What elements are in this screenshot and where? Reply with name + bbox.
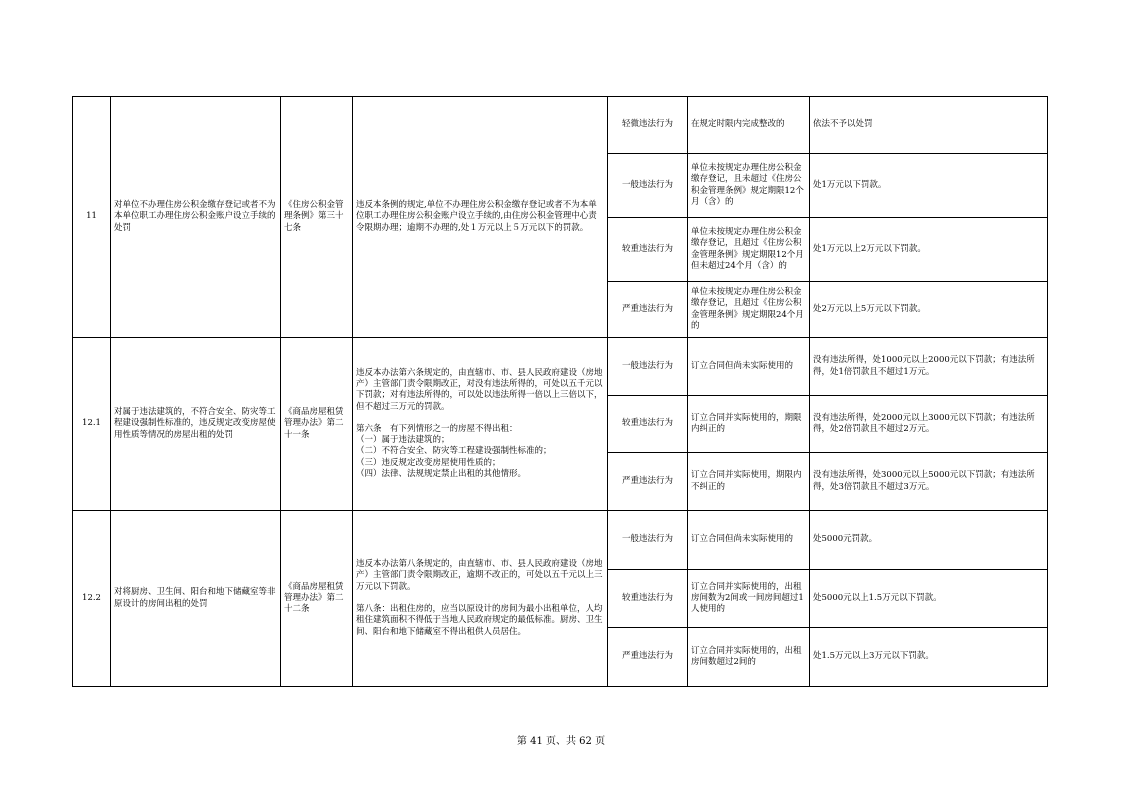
violation-category: 一般违法行为 <box>608 338 688 396</box>
violation-category: 一般违法行为 <box>608 511 688 570</box>
violation-circumstance: 订立合同并实际使用，期限内不纠正的 <box>688 453 810 511</box>
legal-basis: 《商品房屋租赁管理办法》第二十二条 <box>281 511 353 687</box>
item-number: 11 <box>73 97 111 338</box>
violation-category: 一般违法行为 <box>608 154 688 218</box>
violation-circumstance: 订立合同并实际使用的，出租房间数超过2间的 <box>688 628 810 687</box>
violation-circumstance: 单位未按规定办理住房公积金缴存登记，且超过《住房公积金管理条例》规定期限24个月的 <box>688 282 810 338</box>
legal-basis: 《商品房屋租赁管理办法》第二十一条 <box>281 338 353 511</box>
item-number: 12.1 <box>73 338 111 511</box>
penalty-standard: 处1.5万元以上3万元以下罚款。 <box>810 628 1048 687</box>
legal-clause: 违反本办法第六条规定的，由直辖市、市、县人民政府建设（房地产）主管部门责令限期改正，对没有违法所得的，可处以五千元以下罚款；对有违法所得的，可以处以违法所得一倍以上三倍以下，但不超过三万元的罚款。 第六条 有下列情形之一的房屋不得出租： （一）属于违法建筑的； （二）不符合安全、防灾等工程建设强制性标准的； （三）违反规定改变房屋使用性质的； （四）法律、法规规定禁止出租的其他情形。 <box>353 338 608 511</box>
violation-category: 严重违法行为 <box>608 282 688 338</box>
penalty-standard: 处5000元以上1.5万元以下罚款。 <box>810 570 1048 628</box>
penalty-standard: 处2万元以上5万元以下罚款。 <box>810 282 1048 338</box>
item-name: 对属于违法建筑的，不符合安全、防灾等工程建设强制性标准的，违反规定改变房屋使用性质等情况的房屋出租的处罚 <box>111 338 281 511</box>
penalty-standard: 依法不予以处罚 <box>810 97 1048 154</box>
penalty-standard: 没有违法所得，处1000元以上2000元以下罚款；有违法所得，处1倍罚款且不超过1万元。 <box>810 338 1048 396</box>
item-name: 对单位不办理住房公积金缴存登记或者不为本单位职工办理住房公积金账户设立手续的处罚 <box>111 97 281 338</box>
penalty-standard: 处1万元以上2万元以下罚款。 <box>810 218 1048 282</box>
violation-circumstance: 在规定时限内完成整改的 <box>688 97 810 154</box>
penalty-standard: 没有违法所得，处3000元以上5000元以下罚款；有违法所得，处3倍罚款且不超过3万元。 <box>810 453 1048 511</box>
violation-category: 较重违法行为 <box>608 218 688 282</box>
item-number: 12.2 <box>73 511 111 687</box>
table-row <box>73 97 1048 154</box>
penalty-standard: 没有违法所得，处2000元以上3000元以下罚款；有违法所得，处2倍罚款且不超过2万元。 <box>810 396 1048 453</box>
legal-basis: 《住房公积金管理条例》第三十七条 <box>281 97 353 338</box>
violation-category: 严重违法行为 <box>608 628 688 687</box>
penalty-standard: 处5000元罚款。 <box>810 511 1048 570</box>
penalty-standard: 处1万元以下罚款。 <box>810 154 1048 218</box>
violation-circumstance: 订立合同但尚未实际使用的 <box>688 338 810 396</box>
legal-clause: 违反本办法第八条规定的，由直辖市、市、县人民政府建设（房地产）主管部门责令限期改正，逾期不改正的，可处以五千元以上三万元以下罚款。 第八条：出租住房的，应当以原设计的房间为最小出租单位，人均租住建筑面积不得低于当地人民政府规定的最低标准。厨房、卫生间、阳台和地下储藏室不得出租供人员居住。 <box>353 511 608 687</box>
violation-circumstance: 订立合同并实际使用的，期限内纠正的 <box>688 396 810 453</box>
violation-circumstance: 订立合同并实际使用的，出租房间数为2间或一间房间超过1人使用的 <box>688 570 810 628</box>
item-name: 对将厨房、卫生间、阳台和地下储藏室等非原设计的房间出租的处罚 <box>111 511 281 687</box>
violation-circumstance: 单位未按规定办理住房公积金缴存登记，且超过《住房公积金管理条例》规定期限12个月但未超过24个月（含）的 <box>688 218 810 282</box>
penalty-discretion-table <box>72 96 1048 687</box>
violation-category: 严重违法行为 <box>608 453 688 511</box>
page-number: 第 41 页、共 62 页 <box>516 736 606 747</box>
violation-circumstance: 单位未按规定办理住房公积金缴存登记，且未超过《住房公积金管理条例》规定期限12个月（含）的 <box>688 154 810 218</box>
violation-circumstance: 订立合同但尚未实际使用的 <box>688 511 810 570</box>
violation-category: 轻微违法行为 <box>608 97 688 154</box>
table-row <box>73 511 1048 570</box>
violation-category: 较重违法行为 <box>608 396 688 453</box>
violation-category: 较重违法行为 <box>608 570 688 628</box>
table-row <box>73 338 1048 396</box>
legal-clause: 违反本条例的规定,单位不办理住房公积金缴存登记或者不为本单位职工办理住房公积金账户设立手续的,由住房公积金管理中心责令限期办理；逾期不办理的,处１万元以上５万元以下的罚款。 <box>353 97 608 338</box>
